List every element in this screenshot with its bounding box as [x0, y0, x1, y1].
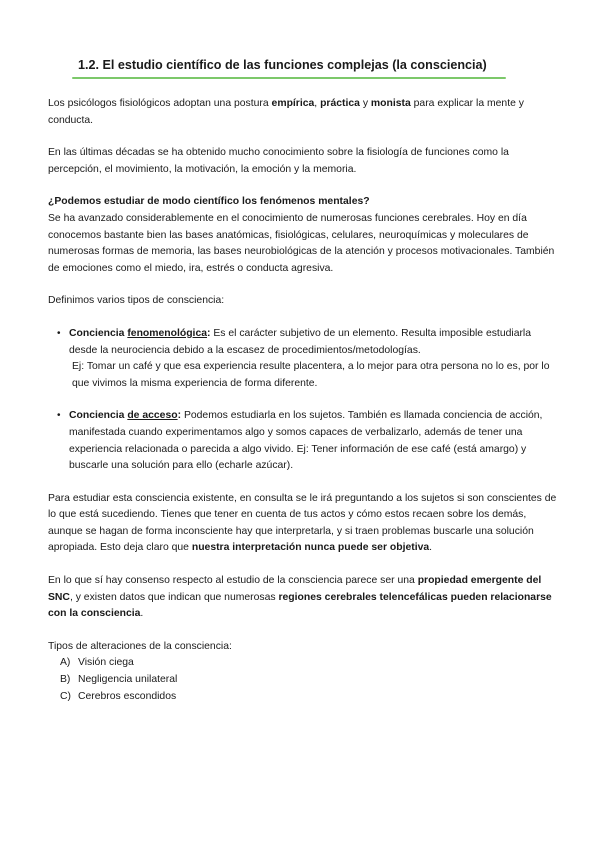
bullet-icon: • [57, 327, 61, 339]
paragraph-decadas: En las últimas décadas se ha obtenido mucho conocimiento sobre la fisiología de funciones como la percepción, el movimiento, la motivación, la emoción y la memoria. [48, 147, 509, 175]
bold-empirica: empírica [271, 98, 315, 109]
bold-monista: monista [370, 98, 411, 109]
paragraph-avances: Se ha avanzado considerablemente en el conocimiento de numerosas funciones cerebrales. Hoy en día conocemos bastante bien las bases anatómicas, fisiológicas, celulares, neuroquímicas y moleculares de numerosas formas de memoria, las bases neurobiológicas de la atención y procesos motivacionales. También de emociones como el miedo, ira, estrés o conducta agresiva. [48, 212, 555, 274]
bullet-icon: • [57, 410, 61, 422]
alterations-list [48, 655, 558, 705]
bold-interpretacion: nuestra interpretación nunca puede ser objetiva [191, 542, 430, 554]
paragraph-postura: Los psicólogos fisiológicos adoptan una postura empírica, práctica y monista para explicar la mente y conducta. [48, 98, 524, 126]
bold-propiedad-emergente: propiedad emergente del SNC [48, 575, 542, 603]
paragraph-alteraciones: Tipos de alteraciones de la consciencia: [48, 640, 232, 652]
list-item-fenomenologica: • Conciencia fenomenológica: Es el carácter subjetivo de un elemento. Resulta imposible estudiarla desde la neurociencia debido a la escasez de procedimientos/metodologías. Ej: Tomar un café y que esa experiencia resulte placentera, a lo mejor para otra persona no lo es, por lo que vivimos la misma experiencia de forma diferente. [48, 326, 558, 392]
page-title: 1.2. El estudio científico de las funciones complejas (la consciencia) [78, 58, 487, 72]
bold-regiones-cerebrales: regiones cerebrales telencefálicas pueden relacionarse con la consciencia [48, 591, 552, 620]
document-body [48, 96, 558, 705]
paragraph-consenso: En lo que sí hay consenso respecto al estudio de la consciencia parece ser una propiedad emergente del SNC, y existen datos que indican que numerosas regiones cerebrales telencefálicas pueden relacionarse con la consciencia. [48, 575, 552, 620]
title-underline [72, 77, 506, 79]
term-de-acceso: de acceso [127, 410, 178, 422]
list-item: C) Cerebros escondidos [60, 690, 177, 702]
list-item: B) Negligencia unilateral [60, 674, 178, 686]
bold-practica: práctica [320, 98, 360, 109]
list-item: A) Visión ciega [60, 657, 134, 669]
paragraph-definimos: Definimos varios tipos de consciencia: [48, 295, 225, 307]
list-item-acceso: • Conciencia de acceso: Podemos estudiarla en los sujetos. También es llamada conciencia de acción, manifestada cuando experimentamos algo y somos capaces de verbalizarlo, además de tener una experiencia relacionada o parecida a algo vivido. Ej: Tener información de ese café (está amargo) y buscarle una solución para ello (echarle azúcar). [57, 410, 543, 472]
consciousness-types-list [48, 326, 558, 475]
example-fenomenologica: Ej: Tomar un café y que esa experiencia resulte placentera, a lo mejor para otra persona no lo es, por lo que vivimos la misma experiencia de forma diferente. [72, 361, 550, 389]
paragraph-consulta: Para estudiar esta consciencia existente, en consulta se le irá preguntando a los sujetos si son conscientes de lo que está sucediendo. Tienes que tener en cuenta de tus actos y cómo estos recaen sobre los demás, aunque se hagan de forma inconsciente hay que interpretarla, y si traen problemas buscarle una solución apropiada. Esto deja claro que nuestra interpretación nunca puede ser objetiva. [48, 492, 557, 554]
section-heading: ¿Podemos estudiar de modo científico los fenómenos mentales? [48, 196, 370, 208]
term-fenomenologica: fenomenológica [127, 327, 207, 339]
